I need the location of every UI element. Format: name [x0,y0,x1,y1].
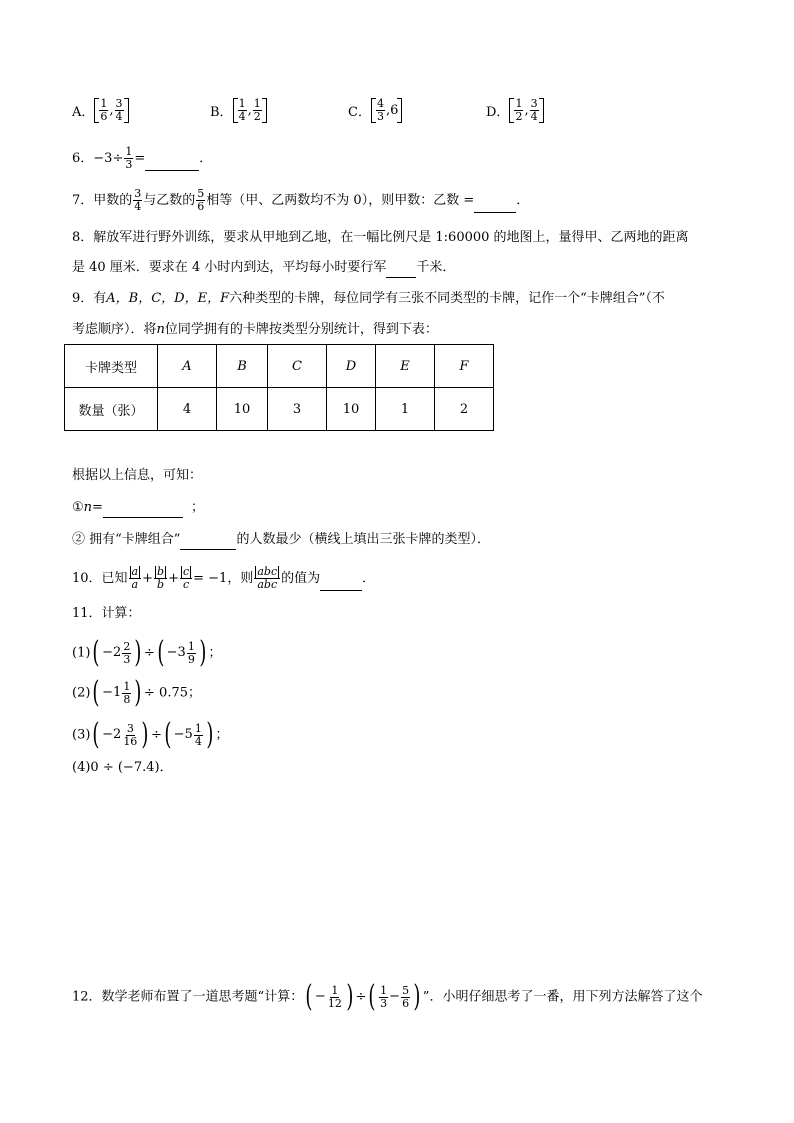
fraction: $\frac{1}{3}$ [380,983,388,1010]
fraction: $\frac{1}{2}$ [515,97,523,123]
question-7: 7．甲数的 $\frac{3}{4}$ 与乙数的 $\frac{5}{6}$ 相等（甲、乙两数均不为 0），则甲数：乙数 = ． [72,187,530,213]
question-8-line-1: 8．解放军进行野外训练，要求从甲地到乙地，在一幅比例尺是 1:60000 的地图上，量得甲、乙两地的距离 [72,230,689,245]
question-8-line-2: 是 40 厘米．要求在 4 小时内到达，平均每小时要行军 千米． [72,258,455,278]
question-11-title: 11．计算： [72,606,141,621]
question-12: 12．数学老师布置了一道思考题“计算： ( − $\frac{1}{12}$ ) ÷ ( $\frac{1}{3}$ − $\frac{5}{6}$ ) ”．小明仔细思考了一番，用下列方法解答了这个 [72,979,703,1014]
question-9-sub-2: ② 拥有“卡牌组合” 的人数最少（横线上填出三张卡牌的类型）． [72,530,490,550]
interval: $\frac{1}{4}$ , $\frac{1}{2}$ [233,98,267,123]
table-cell: 2 [435,388,494,431]
option-label: B． [210,105,233,120]
question-11-item-4: (4)0 ÷ (−7.4)． [72,760,173,775]
question-9-info: 根据以上信息，可知： [72,468,203,483]
table-cell: 1 [376,388,435,431]
fraction: $\frac{2}{3}$ [123,639,131,666]
option-b [210,98,267,123]
fraction: $\frac{\text{abc}}{\text{abc}}$ [254,566,280,591]
option-label: C． [348,105,371,120]
interval: $\frac{4}{3}$ , 6 [371,98,402,123]
option-label: A． [72,105,95,120]
option-a [72,98,129,123]
question-9-line-2: 考虑顺序）．将n位同学拥有的卡牌按类型分别统计，得到下表： [72,322,438,337]
fraction: $\frac{3}{4}$ [134,187,142,213]
table-cell: B [217,345,268,388]
question-11-item-2: (2) ( −1 $\frac{1}{8}$ ) ÷ 0.75； [72,675,202,710]
table-cell: C [268,345,327,388]
interval: $\frac{1}{6}$ , $\frac{3}{4}$ [94,98,128,123]
fraction: $\frac{1}{12}$ [327,983,342,1010]
answer-blank[interactable] [145,156,199,171]
question-9-sub-1: ①n= ； [72,498,204,518]
fraction: $\frac{5}{6}$ [402,983,410,1010]
question-11-item-1: (1) ( −2 $\frac{2}{3}$ ) ÷ ( −3 $\frac{1}{9}$ ) ； [72,635,222,670]
fraction: $\frac{1}{3}$ [125,145,133,171]
table-cell: F [435,345,494,388]
question-9-line-1: 9．有A，B，C，D，E，F六种类型的卡牌，每位同学有三张不同类型的卡牌，记作一个“卡牌组合”（不 [72,291,665,306]
fraction: $\frac{1}{4}$ [238,97,246,123]
question-6: 6．−3÷ $\frac{1}{3}$ = ． [72,145,213,171]
question-11-item-3: (3) ( −2 $\frac{3}{16}$ ) ÷ ( −5 $\frac{1}{4}$ ) ； [72,717,229,752]
table-cell: 10 [217,388,268,431]
answer-blank[interactable] [180,535,236,550]
fraction: $\frac{4}{3}$ [376,97,384,123]
fraction: $\frac{c}{c}$ [180,566,192,591]
fraction: $\frac{1}{2}$ [253,97,261,123]
answer-blank[interactable] [103,503,183,518]
question-10: 10．已知 $\frac{a}{a}$ + $\frac{b}{b}$ + $\frac{c}{c}$ = −1，则 $\frac{\text{abc}}{\text{abc}}$ 的值为 ． [72,565,376,591]
fraction: $\frac{1}{6}$ [100,97,108,123]
interval: $\frac{1}{2}$ , $\frac{3}{4}$ [509,98,543,123]
fraction: $\frac{3}{16}$ [123,721,138,748]
table-cell: 3 [268,388,327,431]
fraction: $\frac{3}{4}$ [115,97,123,123]
table-cell: A [158,345,217,388]
table-row [65,388,494,431]
card-table [64,344,494,431]
answer-blank[interactable] [320,576,362,591]
table-cell: 10 [327,388,376,431]
table-cell: 4 [158,388,217,431]
fraction: $\frac{5}{6}$ [197,187,205,213]
table-cell: 数量（张） [65,388,158,431]
answer-blank[interactable] [474,198,516,213]
answer-blank[interactable] [386,263,416,278]
table-cell: E [376,345,435,388]
table-header-row [65,345,494,388]
fraction: $\frac{1}{4}$ [194,721,202,748]
option-label: D． [486,105,510,120]
option-c [348,98,402,123]
fraction: $\frac{1}{9}$ [187,639,195,666]
table-cell: D [327,345,376,388]
option-d [486,98,544,123]
fraction: $\frac{b}{b}$ [154,566,167,591]
fraction: $\frac{1}{8}$ [123,679,131,706]
table-cell: 卡牌类型 [65,345,158,388]
fraction: $\frac{a}{a}$ [129,566,142,591]
fraction: $\frac{3}{4}$ [530,97,538,123]
